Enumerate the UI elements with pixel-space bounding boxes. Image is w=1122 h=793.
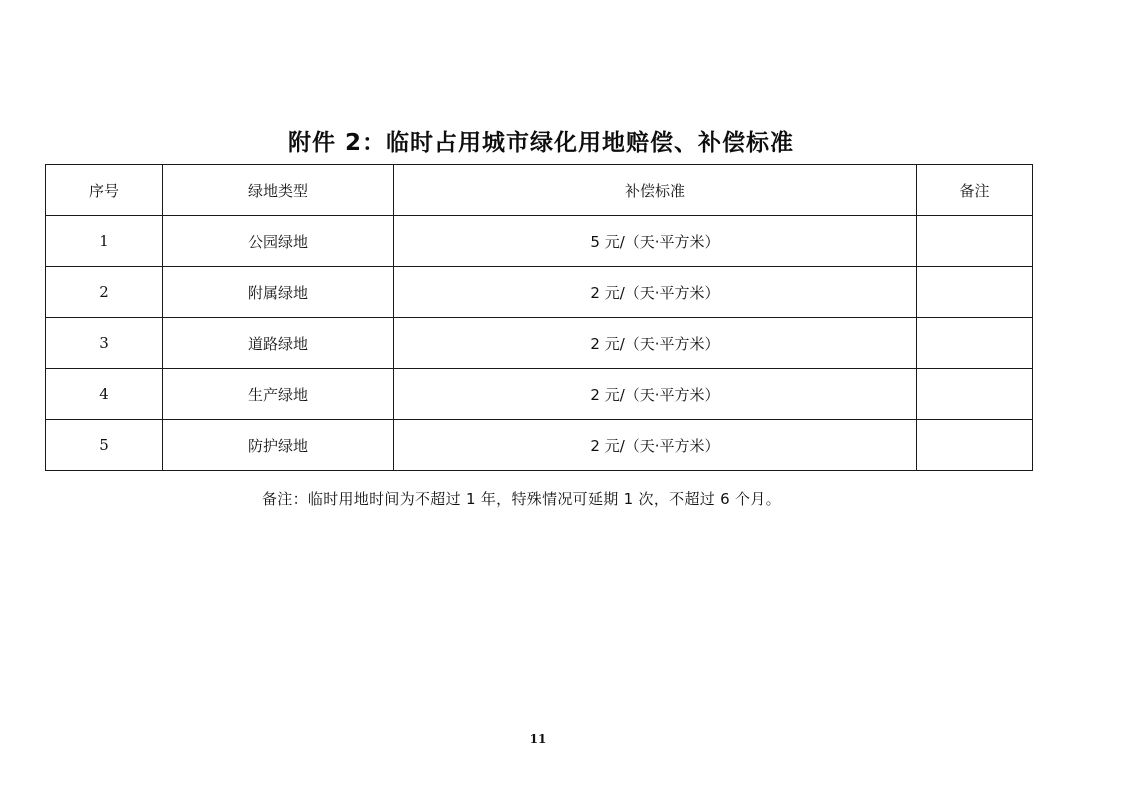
row-greenland-type: 生产绿地 — [163, 369, 394, 420]
row-compensation-standard: 5 元/（天·平方米） — [394, 216, 917, 267]
header-index: 序号 — [46, 165, 163, 216]
row-note — [917, 420, 1033, 471]
row-compensation-standard: 2 元/（天·平方米） — [394, 318, 917, 369]
row-index: 3 — [46, 318, 163, 369]
table-header-row — [46, 165, 1033, 216]
table-row — [46, 420, 1033, 471]
document-title: 附件 2：临时占用城市绿化用地赔偿、补偿标准 — [287, 130, 794, 156]
table-footnote: 备注：临时用地时间为不超过 1 年，特殊情况可延期 1 次，不超过 6 个月。 — [262, 490, 781, 508]
table-row — [46, 267, 1033, 318]
page-number: 11 — [529, 732, 547, 746]
row-index: 1 — [46, 216, 163, 267]
header-greenland-type: 绿地类型 — [163, 165, 394, 216]
compensation-table — [45, 164, 1033, 471]
row-greenland-type: 公园绿地 — [163, 216, 394, 267]
table-row — [46, 369, 1033, 420]
row-note — [917, 318, 1033, 369]
table-row — [46, 216, 1033, 267]
table-row — [46, 318, 1033, 369]
header-note: 备注 — [917, 165, 1033, 216]
row-note — [917, 216, 1033, 267]
row-index: 2 — [46, 267, 163, 318]
row-greenland-type: 道路绿地 — [163, 318, 394, 369]
row-compensation-standard: 2 元/（天·平方米） — [394, 267, 917, 318]
row-compensation-standard: 2 元/（天·平方米） — [394, 420, 917, 471]
row-note — [917, 369, 1033, 420]
row-compensation-standard: 2 元/（天·平方米） — [394, 369, 917, 420]
row-greenland-type: 防护绿地 — [163, 420, 394, 471]
row-index: 5 — [46, 420, 163, 471]
row-greenland-type: 附属绿地 — [163, 267, 394, 318]
header-compensation-standard: 补偿标准 — [394, 165, 917, 216]
row-index: 4 — [46, 369, 163, 420]
row-note — [917, 267, 1033, 318]
